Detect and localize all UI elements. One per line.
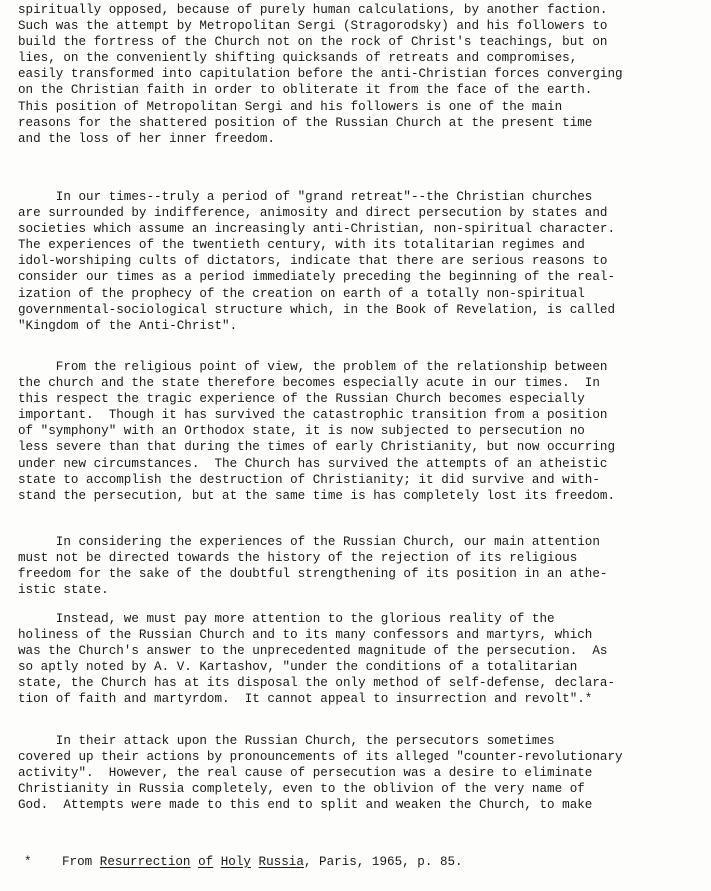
text-line: holiness of the Russian Church and to its many confessors and martyrs, which — [18, 628, 593, 643]
text-line: stand the persecution, but at the same time is has completely lost its freedom. — [18, 488, 616, 503]
text-line: easily transformed into capitulation before the anti-Christian forces converging — [18, 67, 623, 82]
footnote-prefix: From — [62, 855, 100, 869]
text-line: must not be directed towards the history of the rejection of its religious — [18, 551, 578, 566]
text-line: governmental-sociological structure which, in the Book of Revelation, is called — [18, 302, 616, 317]
text-line: of "symphony" with an Orthodox state, it is now subjected to persecution no — [18, 424, 585, 439]
text-line: This position of Metropolitan Sergi and his followers is one of the main — [18, 99, 563, 114]
text-line: Instead, we must pay more attention to the glorious reality of the — [18, 612, 555, 626]
text-line: In their attack upon the Russian Church, the persecutors sometimes — [18, 734, 555, 748]
text-line: In our times--truly a period of "grand retreat"--the Christian churches — [18, 190, 593, 204]
paragraph-2 — [18, 189, 708, 334]
text-line: reasons for the shattered position of the Russian Church at the present time — [18, 115, 593, 130]
paragraph-6 — [18, 733, 708, 813]
text-line: was the Church's answer to the unprecedented magnitude of the persecution. As — [18, 644, 608, 659]
text-line: Such was the attempt by Metropolitan Sergi (Stragorodsky) and his followers to — [18, 19, 608, 34]
paragraph-4 — [18, 534, 708, 598]
text-line: From the religious point of view, the problem of the relationship between — [18, 360, 608, 374]
text-line: ization of the prophecy of the creation on earth of a totally non-spiritual — [18, 286, 585, 301]
text-line: this respect the tragic experience of the Russian Church becomes especially — [18, 392, 585, 407]
text-line: state to accomplish the destruction of Christianity; it did survive and with- — [18, 472, 600, 487]
footnote-title-word: Holy — [220, 855, 251, 869]
text-line: on the Christian faith in order to obliterate it from the face of the earth. — [18, 83, 593, 98]
footnote-marker: * — [24, 855, 32, 869]
text-line: "Kingdom of the Anti-Christ". — [18, 318, 238, 333]
text-line: important. Though it has survived the catastrophic transition from a position — [18, 408, 608, 423]
text-line: tion of faith and martyrdom. It cannot appeal to insurrection and revolt".* — [18, 692, 593, 707]
text-line: spiritually opposed, because of purely human calculations, by another faction. — [18, 3, 608, 17]
footnote-title-word: Resurrection — [99, 855, 191, 869]
text-line: state, the Church has at its disposal the only method of self-defense, declara- — [18, 676, 616, 691]
text-line: lies, on the conveniently shifting quicksands of retreats and compromises, — [18, 51, 578, 66]
text-line: Christianity in Russia completely, even to the oblivion of the very name of — [18, 782, 585, 797]
text-line: build the fortress of the Church not on the rock of Christ's teachings, but on — [18, 35, 608, 50]
text-line: less severe than that during the times of early Christianity, but now occurring — [18, 440, 616, 455]
text-line: God. Attempts were made to this end to split and weaken the Church, to make — [18, 798, 593, 813]
text-line: societies which assume an increasingly anti-Christian, non-spiritual character. — [18, 222, 616, 237]
text-line: covered up their actions by pronouncements of its alleged "counter-revolutionary — [18, 750, 623, 765]
footnote-title-word: of — [198, 855, 214, 869]
paragraph-3 — [18, 359, 708, 504]
text-line: under new circumstances. The Church has survived the attempts of an atheistic — [18, 456, 608, 471]
text-line: are surrounded by indifference, animosity and direct persecution by states and — [18, 206, 608, 221]
footnote-suffix: , Paris, 1965, p. 85. — [303, 855, 463, 869]
text-line: idol-worshiping cults of dictators, indicate that there are serious reasons to — [18, 254, 608, 269]
text-line: consider our times as a period immediately preceding the beginning of the real- — [18, 270, 616, 285]
text-line: and the loss of her inner freedom. — [18, 131, 275, 146]
text-line: In considering the experiences of the Russian Church, our main attention — [18, 535, 600, 549]
footnote-title-word: Russia — [258, 855, 304, 869]
text-line: istic state. — [18, 583, 109, 598]
text-line: The experiences of the twentieth century, with its totalitarian regimes and — [18, 238, 585, 253]
text-line: freedom for the sake of the doubtful strengthening of its position in an athe- — [18, 567, 608, 582]
footnote — [24, 854, 463, 870]
text-line: the church and the state therefore becomes especially acute in our times. In — [18, 376, 600, 391]
paragraph-1 — [18, 2, 708, 147]
paragraph-5 — [18, 611, 708, 708]
text-line: activity". However, the real cause of persecution was a desire to eliminate — [18, 766, 593, 781]
text-line: so aptly noted by A. V. Kartashov, "under the conditions of a totalitarian — [18, 660, 578, 675]
